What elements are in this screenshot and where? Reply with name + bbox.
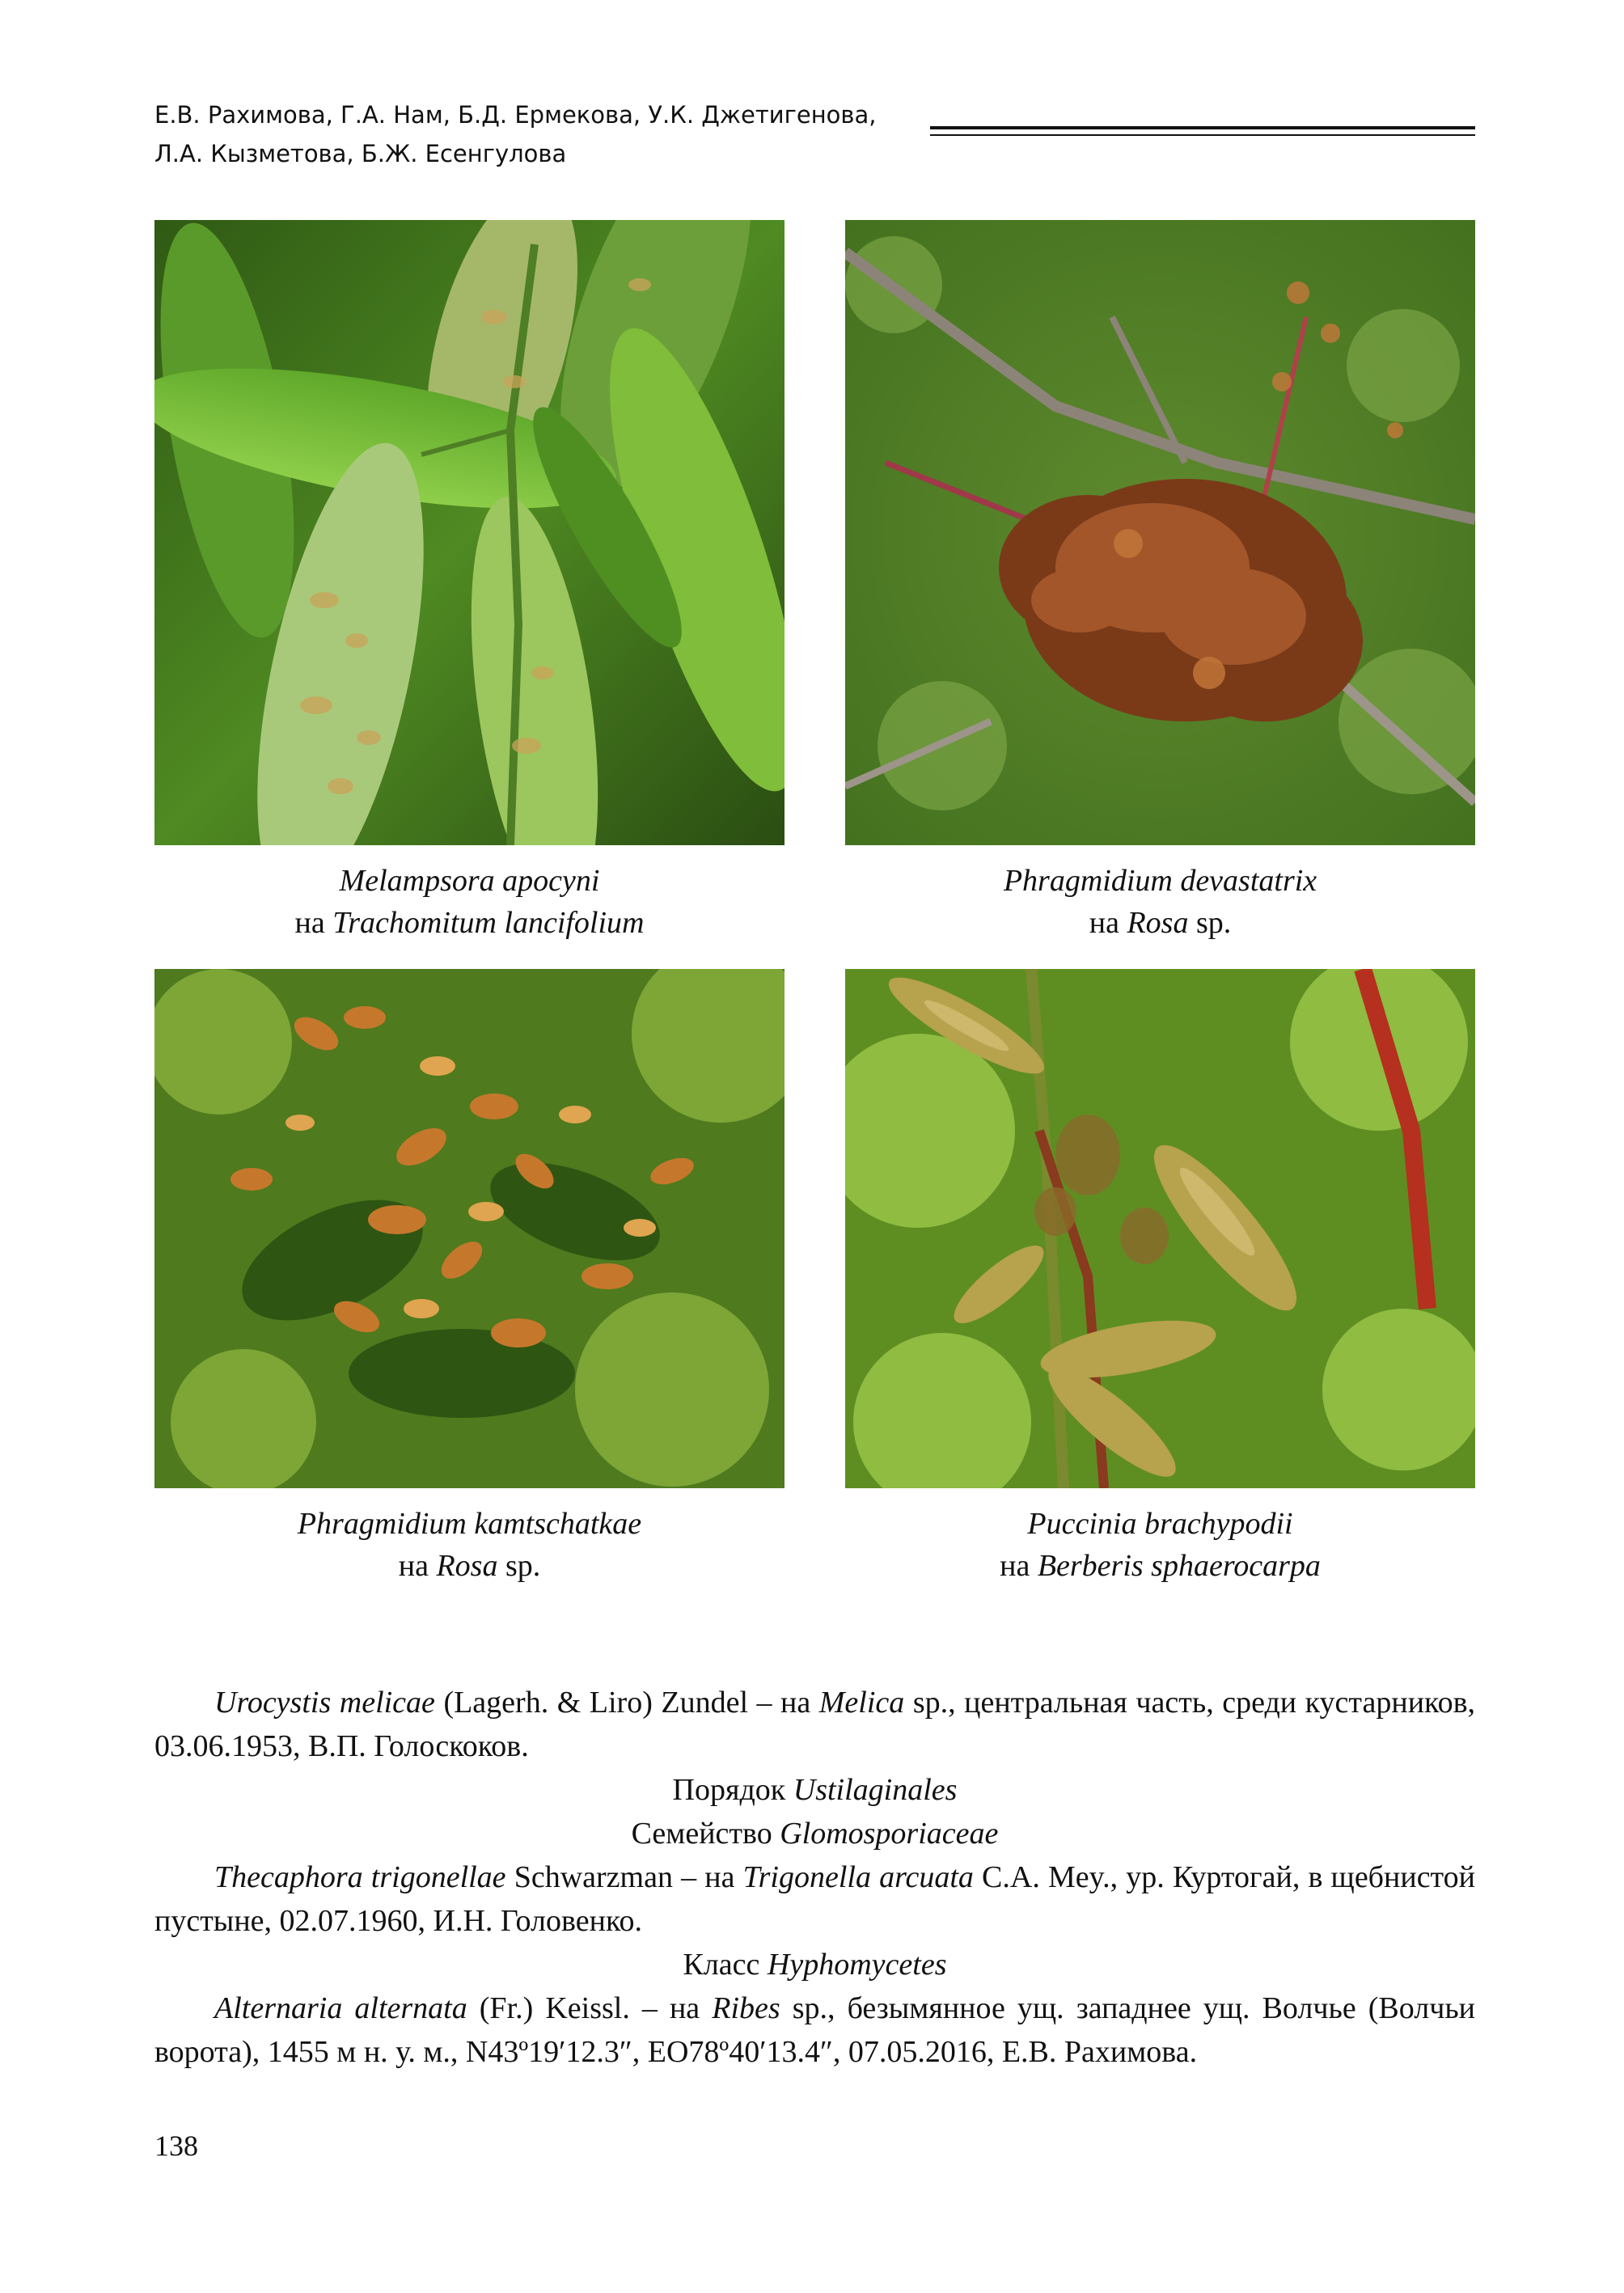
paragraph-alternaria [154,1986,1475,2074]
species-name: Urocystis melicae [214,1686,435,1720]
authors-line-2: Л.А. Кызметова, Б.Ж. Есенгулова [154,140,567,167]
paragraph-text: C.A. Mey., ур. Куртогай, в щебнистой пустыне, 02.07.1960, И.Н. Головенко. [154,1860,1475,1938]
caption-3-host-suffix: sp. [497,1549,541,1583]
class-label: Класс [683,1948,760,1982]
caption-4-species: Puccinia brachypodii [1027,1507,1293,1541]
class-name: Hyphomycetes [767,1948,947,1982]
family-name: Glomosporiaceae [780,1817,999,1851]
running-head-authors [154,95,923,173]
order-label: Порядок [672,1773,786,1807]
paragraph-text: sp., центральная часть, среди кустарников, 03.06.1953, В.П. Голоскоков. [154,1686,1476,1763]
order-name: Ustilaginales [793,1773,958,1807]
paragraph-urocystis [154,1681,1475,1768]
photo-phragmidium-kamtschatkae [154,969,785,1488]
caption-3-species: Phragmidium kamtschatkae [297,1507,642,1541]
photo-melampsora-apocyni [154,220,785,845]
host-name: Trigonella arcuata [742,1860,974,1894]
photo-puccinia-brachypodii [845,969,1475,1488]
caption-2-host-suffix: sp. [1188,906,1232,940]
species-name: Thecaphora trigonellae [214,1860,506,1894]
class-heading [154,1943,1475,1986]
caption-3-host: Rosa [436,1549,498,1583]
caption-photo-3 [154,1503,785,1587]
caption-photo-2 [845,860,1475,944]
paragraph-text: (Fr.) Keissl. – на [467,1991,713,2025]
order-heading [154,1768,1475,1812]
paragraph-text: (Lagerh. & Liro) Zundel – на [434,1686,819,1720]
paragraph-text: Schwarzman – на [505,1860,743,1894]
header-rule-thick [930,126,1475,129]
header-rule-thin [930,134,1475,136]
photo-phragmidium-devastatrix [845,220,1475,845]
host-name: Ribes [712,1991,780,2025]
authors-line-1: Е.В. Рахимова, Г.А. Нам, Б.Д. Ермекова, У.К. Джетигенова, [154,101,877,129]
page-number: 138 [154,2130,198,2162]
caption-photo-4 [845,1503,1475,1587]
caption-1-prep: на [294,906,325,940]
caption-1-species: Melampsora apocyni [339,864,600,898]
caption-2-host: Rosa [1127,906,1189,940]
paragraph-text: sp., безымянное ущ. западнее ущ. Волчье (Волчьи ворота), 1455 м н. у. м., N43º19′12.3″, EO78º40′13.4″, 07.05.2016, Е.В. Рахимова. [154,1991,1475,2069]
caption-3-prep: на [398,1549,429,1583]
paragraph-thecaphora [154,1855,1475,1943]
caption-1-host: Trachomitum lancifolium [332,906,645,940]
caption-4-host: Berberis sphaerocarpa [1037,1549,1321,1583]
body-text [154,1681,1475,2074]
family-label: Семейство [631,1817,772,1851]
species-name: Alternaria alternata [214,1991,467,2025]
caption-photo-1 [154,860,785,944]
host-name: Melica [818,1686,905,1720]
caption-2-prep: на [1089,906,1119,940]
caption-2-species: Phragmidium devastatrix [1003,864,1317,898]
family-heading [154,1812,1475,1855]
caption-4-prep: на [1000,1549,1030,1583]
